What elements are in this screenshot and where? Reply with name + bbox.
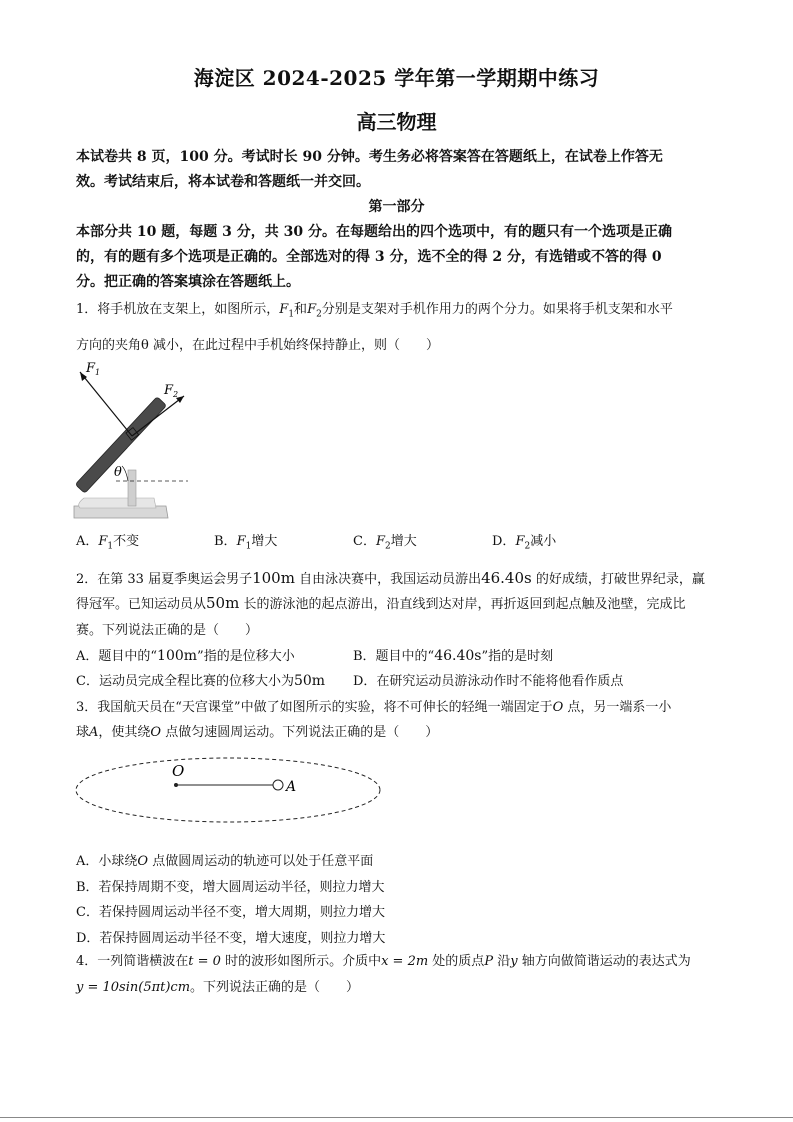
label-a: A	[286, 779, 297, 795]
q1-stem-part-b: 和	[294, 302, 308, 317]
q1-stem-part-c: 分别是支架对手机作用力的两个分力。如果将手机支架和水平	[321, 302, 673, 317]
q3-option-a[interactable]: A．小球绕O 点做圆周运动的轨迹可以处于任意平面	[76, 854, 374, 869]
instructions-line-1: 本试卷共 8 页，100 分。考试时长 90 分钟。考生务必将答案答在答题纸上，在试卷上作答无	[76, 149, 663, 165]
q2-option-c[interactable]: C．运动员完成全程比赛的位移大小为50m	[76, 673, 326, 689]
q1-option-c[interactable]: C．$F_2$增大	[353, 534, 417, 552]
q1-stem-line-1	[76, 298, 673, 320]
q1-stem-line-2: 方向的夹角θ 减小，在此过程中手机始终保持静止，则（ ）	[76, 338, 439, 353]
q3-option-b[interactable]: B．若保持周期不变，增大圆周运动半径，则拉力增大	[76, 880, 385, 895]
label-f2: $F_2$	[164, 383, 179, 399]
q3-stem-line-1: 3．我国航天员在“天宫课堂”中做了如图所示的实验，将不可伸长的轻绳一端固定于O 点，另一端系一小	[76, 700, 672, 715]
stand-foot	[79, 498, 156, 508]
q2-option-b[interactable]: B．题目中的“46.40s”指的是时刻	[353, 648, 554, 664]
part-one-line-1: 本部分共 10 题，每题 3 分，共 30 分。在每题给出的四个选项中，有的题只有一个选项是正确	[76, 224, 672, 240]
q1-option-a[interactable]: A．$F_1$不变	[76, 534, 140, 552]
label-o: O	[172, 762, 185, 780]
q1-option-d[interactable]: D．$F_2$减小	[492, 534, 557, 552]
page-bottom-rule	[0, 1117, 793, 1118]
q1-option-b[interactable]: B．$F_1$增大	[214, 534, 278, 552]
pivot-point	[174, 783, 178, 787]
theta-arc	[122, 466, 128, 481]
q3-stem-line-2: 球A，使其绕O 点做匀速圆周运动。下列说法正确的是（ ）	[76, 725, 439, 740]
q3-option-c[interactable]: C．若保持圆周运动半径不变，增大周期，则拉力增大	[76, 905, 385, 920]
label-f1: $F_1$	[86, 361, 101, 377]
part-one-line-2: 的，有的题有多个选项是正确的。全部选对的得 3 分，选不全的得 2 分，有选错或不答的得 0	[76, 249, 662, 265]
q1-sub-1: 1	[288, 309, 295, 320]
instructions-line-2: 效。考试结束后，将本试卷和答题纸一并交回。	[76, 174, 370, 190]
q1-var-f1: F	[279, 302, 289, 317]
q1-sub-2: 2	[316, 309, 322, 320]
exam-subject: 高三物理	[356, 110, 437, 134]
q1-phone-stand-figure	[66, 358, 206, 528]
q1-var-f2: F	[307, 302, 317, 317]
q3-circular-motion-figure	[68, 752, 388, 832]
q2-stem-line-3: 赛。下列说法正确的是（ ）	[76, 623, 259, 638]
part-one-line-3: 分。把正确的答案填涂在答题纸上。	[76, 274, 300, 290]
q2-option-d[interactable]: D．在研究运动员游泳动作时不能将他看作质点	[353, 674, 624, 689]
stand-stem	[128, 470, 136, 506]
label-theta: θ	[114, 465, 122, 480]
q3-option-d[interactable]: D．若保持圆周运动半径不变，增大速度，则拉力增大	[76, 931, 386, 946]
q4-stem-line-1: 4．一列简谐横波在t = 0 时的波形如图所示。介质中x = 2m 处的质点P 沿y 轴方向做简谐运动的表达式为	[76, 954, 691, 969]
q2-stem-line-2: 得冠军。已知运动员从50m 长的游泳池的起点游出，沿直线到达对岸，再折返回到起点触及池壁，完成比	[76, 594, 686, 612]
q2-stem-line-1: 2．在第 33 届夏季奥运会男子100m 自由泳决赛中，我国运动员游出46.40s 的好成绩，打破世界纪录，赢	[76, 569, 705, 587]
q1-stem-part-a: 1．将手机放在支架上，如图所示，	[76, 302, 280, 317]
ball-a	[273, 780, 283, 790]
exam-title: 海淀区 2024-2025 学年第一学期期中练习	[193, 66, 600, 90]
force-f1-arrow	[80, 372, 132, 436]
q4-stem-line-2: y = 10sin(5πt)cm。下列说法正确的是（ ）	[76, 980, 360, 995]
part-one-heading: 第一部分	[368, 199, 425, 215]
orbit-ellipse	[76, 758, 380, 822]
q2-option-a[interactable]: A．题目中的“100m”指的是位移大小	[76, 648, 295, 664]
